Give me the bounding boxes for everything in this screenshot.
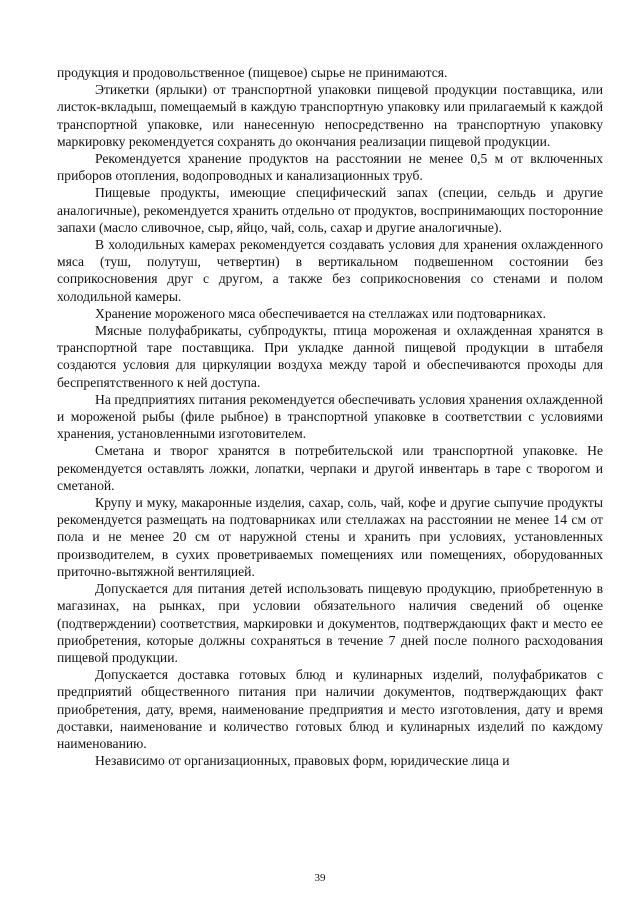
paragraph-sour-cream-cottage-cheese: Сметана и творог хранятся в потребительской или транспортной упаковке. Не рекомендуется оставлять ложки, лопатки, черпаки и другой инвентарь в таре с творогом и сметаной.: [57, 443, 603, 493]
paragraph-cold-rooms: В холодильных камерах рекомендуется создавать условия для хранения охлажденного мяса (туш, полутуш, четвертин) в вертикальном подвешенном состоянии без соприкосновения друг с другом, а также без соприкосновения со стенами и полом холодильной камеры.: [57, 237, 603, 304]
paragraph-bulk-products: Крупу и муку, макаронные изделия, сахар, соль, чай, кофе и другие сыпучие продукты рекомендуется размещать на подтоварниках или стеллажах на расстоянии не менее 14 см от пола и не менее 20 см от наружной стены и хранить при условиях, установленных производителем, в сухих проветриваемых помещениях или помещениях, оборудованных приточно-вытяжной вентиляцией.: [57, 495, 603, 579]
paragraph-purchased-products: Допускается для питания детей использовать пищевую продукцию, приобретенную в магазинах, на рынках, при условии обязательного наличия сведений об оценке (подтверждении) соответствия, маркировки и документов, подтверждающих факт и место ее приобретения, которые должны сохраняться в течение 7 дней после полного расходования пищевой продукции.: [57, 581, 603, 665]
paragraph-labels: Этикетки (ярлыки) от транспортной упаковки пищевой продукции поставщика, или листок-вкладыш, помещаемый в каждую транспортную упаковку или прилагаемый к каждой транспортной упаковке, или нанесенную непосредственно на транспортную упаковку маркировку рекомендуется сохранять до окончания реализации пищевой продукции.: [57, 82, 603, 149]
paragraph-odor-products: Пищевые продукты, имеющие специфический запах (специи, сельдь и другие аналогичные), рекомендуется хранить отдельно от продуктов, воспринимающих посторонние запахи (масло сливочное, сыр, яйцо, чай, соль, сахар и другие аналогичные).: [57, 185, 603, 235]
paragraph-continuation: продукция и продовольственное (пищевое) сырье не принимаются.: [57, 65, 448, 80]
paragraph-delivery: Допускается доставка готовых блюд и кулинарных изделий, полуфабрикатов с предприятий общественного питания при наличии документов, подтверждающих факт приобретения, дату, время, наименование предприятия и место изготовления, дату и время доставки, наименование и количество готовых блюд и кулинарных изделий по каждому наименованию.: [57, 667, 603, 751]
paragraph-legal-entities: Независимо от организационных, правовых форм, юридические лица и: [95, 753, 510, 769]
paragraph-semi-finished-meat: Мясные полуфабрикаты, субпродукты, птица мороженая и охлажденная хранятся в транспортной таре поставщика. При укладке данной пищевой продукции в штабеля создаются условия для циркуляции воздуха между тарой и обеспечиваются проходы для беспрепятственного к ней доступа.: [57, 323, 603, 390]
paragraph-frozen-meat: Хранение мороженого мяса обеспечивается на стеллажах или подтоварниках.: [95, 305, 547, 321]
paragraph-heating-distance: Рекомендуется хранение продуктов на расстоянии не менее 0,5 м от включенных приборов отопления, водопроводных и канализационных труб.: [57, 151, 603, 184]
document-body: [57, 64, 603, 769]
page-number: 39: [314, 872, 326, 884]
paragraph-fish-storage: На предприятиях питания рекомендуется обеспечивать условия хранения охлажденной и мороженой рыбы (филе рыбное) в транспортной упаковке в соответствии с условиями хранения, установленными изготовителем.: [57, 391, 603, 442]
